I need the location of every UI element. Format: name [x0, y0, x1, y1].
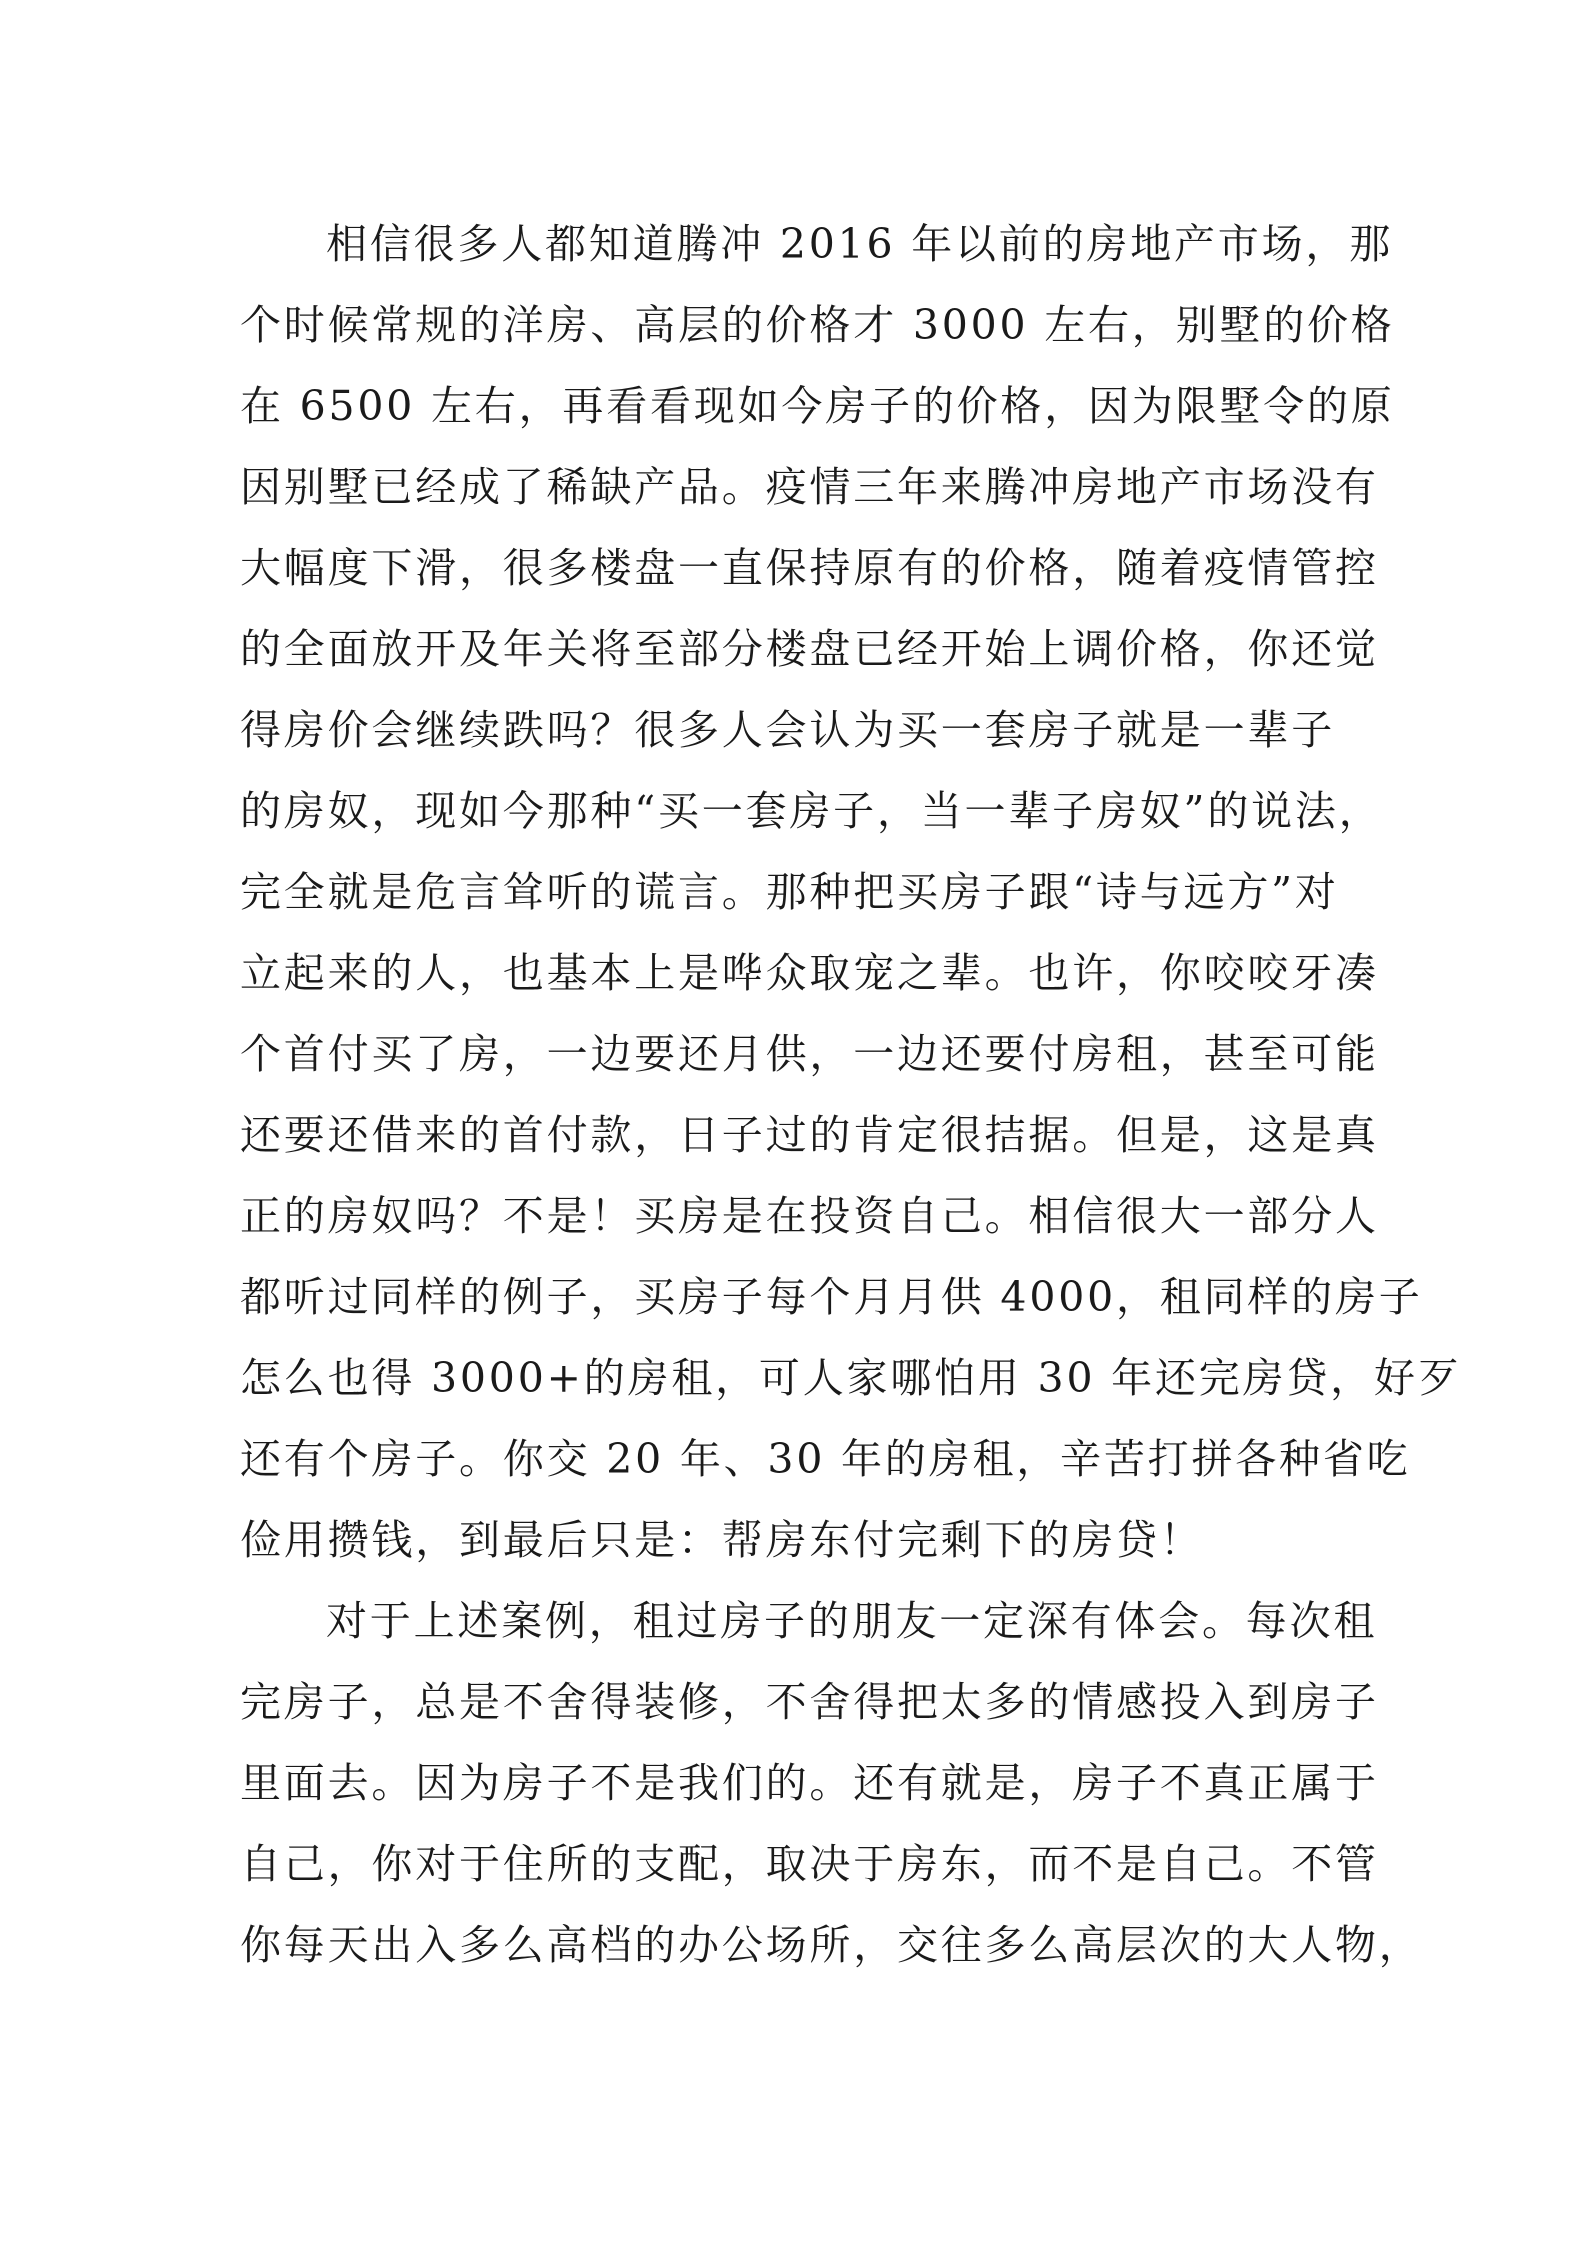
paragraph-1-line-9: 完全就是危言耸听的谎言。那种把买房子跟“诗与远方”对 — [240, 868, 1339, 916]
paragraph-1-line-6: 的全面放开及年关将至部分楼盘已经开始上调价格，你还觉 — [240, 625, 1379, 673]
paragraph-1-line-5: 大幅度下滑，很多楼盘一直保持原有的价格，随着疫情管控 — [240, 544, 1379, 592]
paragraph-1-line-8: 的房奴，现如今那种“买一套房子，当一辈子房奴”的说法， — [240, 787, 1383, 835]
paragraph-2-line-2: 完房子，总是不舍得装修，不舍得把太多的情感投入到房子 — [240, 1678, 1379, 1726]
paragraph-1-line-3: 在 6500 左右，再看看现如今房子的价格，因为限墅令的原 — [240, 382, 1395, 430]
paragraph-1-line-4: 因别墅已经成了稀缺产品。疫情三年来腾冲房地产市场没有 — [240, 463, 1379, 511]
paragraph-1-line-1: 相信很多人都知道腾冲 2016 年以前的房地产市场，那 — [326, 220, 1394, 268]
paragraph-1-line-16: 还有个房子。你交 20 年、30 年的房租，辛苦打拼各种省吃 — [240, 1435, 1411, 1483]
paragraph-1-line-12: 还要还借来的首付款，日子过的肯定很拮据。但是，这是真 — [240, 1111, 1379, 1159]
paragraph-1-line-11: 个首付买了房，一边要还月供，一边还要付房租，甚至可能 — [240, 1030, 1379, 1078]
paragraph-2-line-4: 自己，你对于住所的支配，取决于房东，而不是自己。不管 — [240, 1840, 1379, 1888]
paragraph-1-line-10: 立起来的人，也基本上是哗众取宠之辈。也许，你咬咬牙凑 — [240, 949, 1379, 997]
paragraph-2-line-3: 里面去。因为房子不是我们的。还有就是，房子不真正属于 — [240, 1759, 1379, 1807]
body-text — [240, 200, 1462, 1982]
paragraph-1-line-7: 得房价会继续跌吗？很多人会认为买一套房子就是一辈子 — [240, 706, 1335, 754]
paragraph-1-line-14: 都听过同样的例子，买房子每个月月供 4000，租同样的房子 — [240, 1273, 1423, 1321]
paragraph-1-line-2: 个时候常规的洋房、高层的价格才 3000 左右，别墅的价格 — [240, 301, 1395, 349]
paragraph-1-line-15: 怎么也得 3000+的房租，可人家哪怕用 30 年还完房贷，好歹 — [240, 1354, 1462, 1402]
paragraph-1-line-17: 俭用攒钱，到最后只是：帮房东付完剩下的房贷！ — [240, 1516, 1204, 1564]
paragraph-1-line-13: 正的房奴吗？不是！买房是在投资自己。相信很大一部分人 — [240, 1192, 1379, 1240]
paragraph-2-line-5: 你每天出入多么高档的办公场所，交往多么高层次的大人物， — [240, 1921, 1423, 1969]
paragraph-2-line-1: 对于上述案例，租过房子的朋友一定深有体会。每次租 — [326, 1597, 1378, 1645]
